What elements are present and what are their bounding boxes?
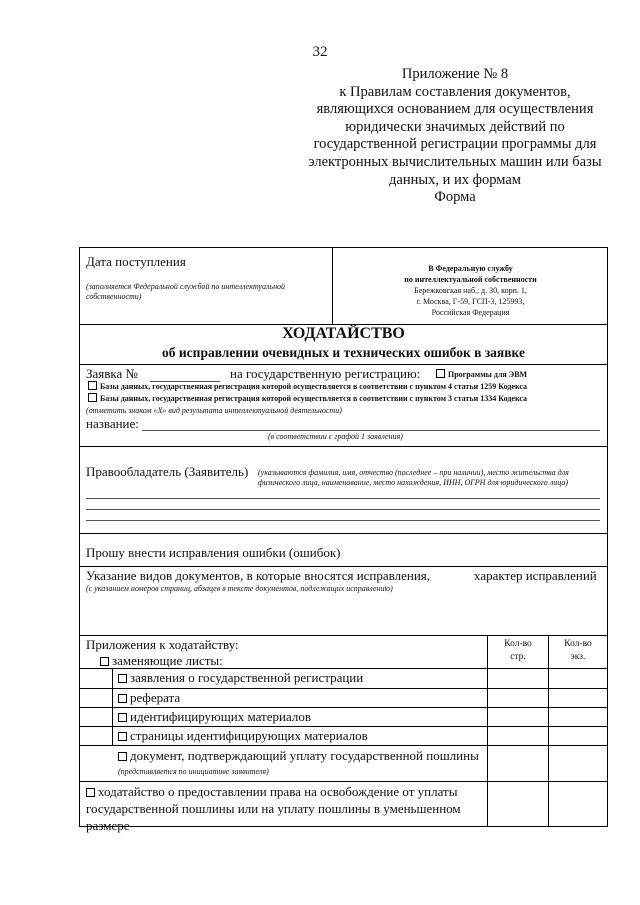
exemption-petition[interactable]: ходатайство о предоставлении права на освобождение от уплаты государственной пошлины или на уплату пошлины в уменьшенном размере — [86, 784, 461, 833]
attachments-header: Приложения к ходатайству: — [86, 637, 239, 652]
petition-subtitle: об исправлении очевидных и технических ошибок в заявке — [162, 345, 525, 360]
appendix-line: данных, и их формам — [389, 171, 521, 188]
addressee-line: В Федеральную службу — [428, 264, 513, 273]
col-pages: Кол-во стр. — [504, 639, 532, 662]
attachment-item[interactable]: заявления о государственной регистрации — [118, 670, 363, 686]
appendix-line: государственной регистрации программы для — [313, 136, 597, 153]
replacement-sheets[interactable]: заменяющие листы: — [100, 653, 223, 669]
attachment-item[interactable]: идентифицирующих материалов — [118, 709, 311, 725]
appendix-line: электронных вычислительных машин или базы — [308, 153, 602, 170]
addressee-line: Российская Федерация — [431, 308, 510, 317]
option-program[interactable]: Программы для ЭВМ — [436, 369, 527, 380]
attachment-checkbox[interactable] — [118, 674, 127, 683]
appendix-line: к Правилам составления документов, — [339, 83, 571, 100]
attachment-item[interactable]: страницы идентифицирующих материалов — [118, 728, 368, 744]
program-checkbox[interactable] — [436, 369, 445, 378]
mark-note: (отметить знаком «Х» вид результата интеллектуальной деятельности) — [86, 406, 342, 415]
option-db-1334[interactable]: Базы данных, государственная регистрация которой осуществляется в соответствии с пунктом 3 статьи 1334 Кодекса — [88, 393, 527, 404]
attachment-checkbox[interactable] — [118, 732, 127, 741]
appendix-header — [290, 66, 620, 207]
attachment-item[interactable]: реферата — [118, 690, 180, 706]
option-db-1259[interactable]: Базы данных, государственная регистрация которой осуществляется в соответствии с пунктом 4 статьи 1259 Кодекса — [88, 381, 527, 392]
attachment-checkbox[interactable] — [118, 694, 127, 703]
fee-note: (представляется по инициативе заявителя) — [118, 767, 269, 776]
addressee-line: по интеллектуальной собственности — [404, 275, 537, 284]
page-number: 32 — [312, 44, 328, 60]
petition-form — [79, 247, 608, 833]
request-text: Прошу внести исправления ошибки (ошибок) — [86, 545, 341, 560]
attachment-checkbox[interactable] — [118, 713, 127, 722]
receipt-note: (заполняется Федеральной службой по интеллектуальной собственности) — [86, 282, 286, 301]
fee-checkbox[interactable] — [118, 752, 127, 761]
name-label: название: — [86, 416, 139, 431]
db-1334-checkbox[interactable] — [88, 393, 97, 402]
application-suffix: на государственную регистрацию: — [230, 366, 421, 381]
form-label: Форма — [434, 189, 476, 206]
holder-note: (указываются фамилия, имя, отчество (последнее – при наличии), место жительства для физического лица, наименование, место нахождения, ИНН, ОГРН для юридического лица) — [258, 468, 569, 487]
petition-title: ХОДАТАЙСТВО — [282, 325, 405, 342]
appendix-title: Приложение № 8 — [401, 66, 509, 82]
name-note: (в соответствии с графой 1 заявления) — [268, 432, 403, 441]
replacement-checkbox[interactable] — [100, 657, 109, 666]
exemption-checkbox[interactable] — [86, 788, 95, 797]
documents-label: Указание видов документов, в которые вносятся исправления, — [86, 568, 431, 583]
corrections-label: характер исправлений — [474, 568, 597, 583]
addressee-line: Бережковская наб., д. 30, корп. 1, — [414, 286, 527, 295]
addressee-line: г. Москва, Г-59, ГСП-3, 125993, — [416, 297, 525, 306]
appendix-line: являющихся основанием для осуществления — [316, 101, 594, 118]
col-copies: Кол-во экз. — [564, 639, 592, 662]
receipt-label: Дата поступления — [86, 254, 186, 269]
application-prefix: Заявка № — [86, 366, 138, 381]
documents-note: (с указанием номеров страниц, абзацев в тексте документов, подлежащих исправлению) — [86, 584, 393, 593]
holder-label: Правообладатель (Заявитель) — [86, 464, 249, 479]
appendix-line: юридически значимых действий по — [345, 118, 565, 135]
db-1259-checkbox[interactable] — [88, 381, 97, 390]
addressee — [333, 263, 608, 318]
fee-document[interactable]: документ, подтверждающий уплату государственной пошлины — [118, 748, 479, 764]
